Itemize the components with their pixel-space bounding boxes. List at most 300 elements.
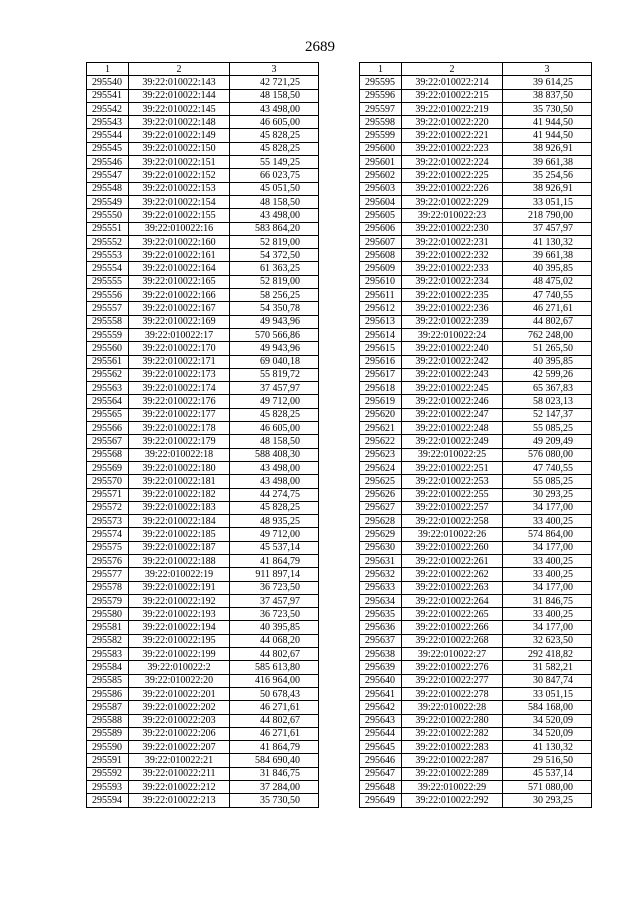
cadastral-number-cell: 39:22:010022:170 (129, 342, 230, 355)
cadastral-value-cell: 49 209,49 (503, 435, 592, 448)
cadastral-number-cell: 39:22:010022:160 (129, 235, 230, 248)
cadastral-number-cell: 39:22:010022:21 (129, 754, 230, 767)
row-number-cell: 295590 (87, 741, 129, 754)
cadastral-number-cell: 39:22:010022:246 (402, 395, 503, 408)
cadastral-number-cell: 39:22:010022:23 (402, 209, 503, 222)
cadastral-number-cell: 39:22:010022:221 (402, 129, 503, 142)
cadastral-value-cell: 47 740,55 (503, 289, 592, 302)
cadastral-number-cell: 39:22:010022:152 (129, 169, 230, 182)
table-row (87, 195, 319, 208)
table-row (360, 368, 592, 381)
cadastral-value-cell: 45 828,25 (230, 129, 319, 142)
cadastral-value-cell: 44 802,67 (230, 648, 319, 661)
cadastral-number-cell: 39:22:010022:215 (402, 89, 503, 102)
cadastral-value-cell: 52 147,37 (503, 408, 592, 421)
cadastral-value-cell: 33 400,25 (503, 515, 592, 528)
cadastral-number-cell: 39:22:010022:225 (402, 169, 503, 182)
row-number-cell: 295624 (360, 461, 402, 474)
cadastral-value-cell: 30 847,74 (503, 674, 592, 687)
row-number-cell: 295589 (87, 727, 129, 740)
row-number-cell: 295578 (87, 581, 129, 594)
row-number-cell: 295619 (360, 395, 402, 408)
table-row (360, 382, 592, 395)
table-row (360, 621, 592, 634)
cadastral-number-cell: 39:22:010022:277 (402, 674, 503, 687)
row-number-cell: 295559 (87, 328, 129, 341)
row-number-cell: 295641 (360, 687, 402, 700)
table-row (360, 195, 592, 208)
row-number-cell: 295564 (87, 395, 129, 408)
row-number-cell: 295557 (87, 302, 129, 315)
row-number-cell: 295576 (87, 554, 129, 567)
cadastral-value-cell: 58 023,13 (503, 395, 592, 408)
cadastral-value-cell: 31 846,75 (230, 767, 319, 780)
table-row (87, 714, 319, 727)
row-number-cell: 295626 (360, 488, 402, 501)
cadastral-value-cell: 30 293,25 (503, 488, 592, 501)
table-row (87, 621, 319, 634)
table-row (87, 741, 319, 754)
table-row (87, 408, 319, 421)
row-number-cell: 295647 (360, 767, 402, 780)
cadastral-number-cell: 39:22:010022:161 (129, 249, 230, 262)
cadastral-value-cell: 46 271,61 (230, 727, 319, 740)
cadastral-number-cell: 39:22:010022:235 (402, 289, 503, 302)
table-row (87, 156, 319, 169)
row-number-cell: 295621 (360, 422, 402, 435)
row-number-cell: 295574 (87, 528, 129, 541)
cadastral-number-cell: 39:22:010022:164 (129, 262, 230, 275)
row-number-cell: 295547 (87, 169, 129, 182)
row-number-cell: 295606 (360, 222, 402, 235)
table-row (87, 182, 319, 195)
row-number-cell: 295591 (87, 754, 129, 767)
cadastral-value-cell: 45 828,25 (230, 142, 319, 155)
table-row (360, 342, 592, 355)
table-row (87, 541, 319, 554)
row-number-cell: 295550 (87, 209, 129, 222)
row-number-cell: 295610 (360, 275, 402, 288)
cadastral-value-cell: 911 897,14 (230, 568, 319, 581)
table-row (87, 767, 319, 780)
table-row (87, 661, 319, 674)
cadastral-value-cell: 48 475,02 (503, 275, 592, 288)
cadastral-number-cell: 39:22:010022:154 (129, 195, 230, 208)
cadastral-number-cell: 39:22:010022:278 (402, 687, 503, 700)
table-row (87, 142, 319, 155)
cadastral-value-cell: 45 537,14 (230, 541, 319, 554)
cadastral-number-cell: 39:22:010022:177 (129, 408, 230, 421)
table-row (360, 554, 592, 567)
cadastral-value-cell: 38 926,91 (503, 142, 592, 155)
cadastral-number-cell: 39:22:010022:26 (402, 528, 503, 541)
cadastral-number-cell: 39:22:010022:199 (129, 648, 230, 661)
cadastral-value-cell: 48 158,50 (230, 435, 319, 448)
row-number-cell: 295584 (87, 661, 129, 674)
row-number-cell: 295540 (87, 76, 129, 89)
row-number-cell: 295551 (87, 222, 129, 235)
cadastral-value-cell: 37 457,97 (503, 222, 592, 235)
cadastral-value-cell: 33 051,15 (503, 195, 592, 208)
cadastral-value-cell: 44 802,67 (230, 714, 319, 727)
cadastral-number-cell: 39:22:010022:239 (402, 315, 503, 328)
cadastral-value-cell: 34 177,00 (503, 501, 592, 514)
cadastral-value-cell: 50 678,43 (230, 687, 319, 700)
cadastral-value-cell: 29 516,50 (503, 754, 592, 767)
cadastral-value-cell: 38 926,91 (503, 182, 592, 195)
table-row (87, 435, 319, 448)
table-row (87, 648, 319, 661)
cadastral-number-cell: 39:22:010022:213 (129, 794, 230, 807)
cadastral-value-cell: 52 819,00 (230, 275, 319, 288)
table-row (360, 674, 592, 687)
table-row (360, 422, 592, 435)
table-row (360, 488, 592, 501)
cadastral-value-cell: 46 605,00 (230, 422, 319, 435)
cadastral-value-cell: 34 520,09 (503, 714, 592, 727)
table-row (360, 182, 592, 195)
table-row (87, 302, 319, 315)
cadastral-value-cell: 31 846,75 (503, 594, 592, 607)
row-number-cell: 295575 (87, 541, 129, 554)
column-header-1: 1 (87, 63, 129, 76)
row-number-cell: 295567 (87, 435, 129, 448)
row-number-cell: 295561 (87, 355, 129, 368)
cadastral-number-cell: 39:22:010022:187 (129, 541, 230, 554)
cadastral-value-cell: 584 690,40 (230, 754, 319, 767)
cadastral-value-cell: 54 372,50 (230, 249, 319, 262)
cadastral-number-cell: 39:22:010022:245 (402, 382, 503, 395)
row-number-cell: 295544 (87, 129, 129, 142)
cadastral-value-cell: 46 271,61 (230, 701, 319, 714)
table-row (360, 794, 592, 807)
table-row (87, 235, 319, 248)
row-number-cell: 295573 (87, 515, 129, 528)
row-number-cell: 295593 (87, 781, 129, 794)
cadastral-value-cell: 55 149,25 (230, 156, 319, 169)
table-row (360, 568, 592, 581)
cadastral-number-cell: 39:22:010022:151 (129, 156, 230, 169)
cadastral-number-cell: 39:22:010022:180 (129, 461, 230, 474)
table-row (360, 754, 592, 767)
table-row (87, 701, 319, 714)
row-number-cell: 295607 (360, 235, 402, 248)
cadastral-number-cell: 39:22:010022:201 (129, 687, 230, 700)
cadastral-value-cell: 45 828,25 (230, 408, 319, 421)
row-number-cell: 295618 (360, 382, 402, 395)
cadastral-number-cell: 39:22:010022:17 (129, 328, 230, 341)
table-row (87, 395, 319, 408)
row-number-cell: 295622 (360, 435, 402, 448)
cadastral-number-cell: 39:22:010022:195 (129, 634, 230, 647)
table-row (87, 594, 319, 607)
cadastral-number-cell: 39:22:010022:257 (402, 501, 503, 514)
cadastral-number-cell: 39:22:010022:232 (402, 249, 503, 262)
cadastral-value-cell: 292 418,82 (503, 648, 592, 661)
cadastral-number-cell: 39:22:010022:260 (402, 541, 503, 554)
cadastral-value-cell: 35 254,56 (503, 169, 592, 182)
table-row (360, 156, 592, 169)
cadastral-value-cell: 34 177,00 (503, 621, 592, 634)
row-number-cell: 295645 (360, 741, 402, 754)
table-row (87, 754, 319, 767)
row-number-cell: 295585 (87, 674, 129, 687)
cadastral-value-cell: 39 661,38 (503, 156, 592, 169)
cadastral-number-cell: 39:22:010022:179 (129, 435, 230, 448)
column-header-2: 2 (129, 63, 230, 76)
row-number-cell: 295562 (87, 368, 129, 381)
table-row (360, 714, 592, 727)
cadastral-number-cell: 39:22:010022:181 (129, 475, 230, 488)
cadastral-value-cell: 46 605,00 (230, 116, 319, 129)
row-number-cell: 295542 (87, 102, 129, 115)
cadastral-number-cell: 39:22:010022:268 (402, 634, 503, 647)
cadastral-value-cell: 69 040,18 (230, 355, 319, 368)
table-row (87, 209, 319, 222)
row-number-cell: 295549 (87, 195, 129, 208)
cadastral-value-cell: 218 790,00 (503, 209, 592, 222)
cadastral-number-cell: 39:22:010022:214 (402, 76, 503, 89)
row-number-cell: 295543 (87, 116, 129, 129)
table-row (360, 355, 592, 368)
table-row (360, 767, 592, 780)
table-row (360, 315, 592, 328)
cadastral-number-cell: 39:22:010022:194 (129, 621, 230, 634)
row-number-cell: 295620 (360, 408, 402, 421)
table-row (87, 89, 319, 102)
table-row (360, 262, 592, 275)
cadastral-number-cell: 39:22:010022:165 (129, 275, 230, 288)
cadastral-number-cell: 39:22:010022:206 (129, 727, 230, 740)
cadastral-number-cell: 39:22:010022:282 (402, 727, 503, 740)
cadastral-number-cell: 39:22:010022:249 (402, 435, 503, 448)
cadastral-value-cell: 35 730,50 (230, 794, 319, 807)
table-row (87, 727, 319, 740)
cadastral-value-cell: 45 537,14 (503, 767, 592, 780)
cadastral-value-cell: 588 408,30 (230, 448, 319, 461)
row-number-cell: 295599 (360, 129, 402, 142)
cadastral-number-cell: 39:22:010022:211 (129, 767, 230, 780)
table-row (360, 581, 592, 594)
cadastral-value-cell: 34 520,09 (503, 727, 592, 740)
cadastral-number-cell: 39:22:010022:289 (402, 767, 503, 780)
cadastral-number-cell: 39:22:010022:155 (129, 209, 230, 222)
cadastral-number-cell: 39:22:010022:292 (402, 794, 503, 807)
table-row (360, 328, 592, 341)
row-number-cell: 295615 (360, 342, 402, 355)
table-row (360, 661, 592, 674)
cadastral-value-cell: 41 864,79 (230, 554, 319, 567)
cadastral-value-cell: 48 158,50 (230, 195, 319, 208)
table-row (87, 275, 319, 288)
cadastral-number-cell: 39:22:010022:150 (129, 142, 230, 155)
cadastral-value-cell: 571 080,00 (503, 781, 592, 794)
cadastral-number-cell: 39:22:010022:261 (402, 554, 503, 567)
table-row (360, 222, 592, 235)
row-number-cell: 295592 (87, 767, 129, 780)
cadastral-value-cell: 33 051,15 (503, 687, 592, 700)
cadastral-value-cell: 34 177,00 (503, 581, 592, 594)
page-number: 2689 (305, 39, 335, 55)
table-row (87, 781, 319, 794)
cadastral-number-cell: 39:22:010022:169 (129, 315, 230, 328)
row-number-cell: 295623 (360, 448, 402, 461)
table-row (87, 355, 319, 368)
row-number-cell: 295646 (360, 754, 402, 767)
table-row (360, 501, 592, 514)
table-row (360, 608, 592, 621)
cadastral-value-cell: 49 943,96 (230, 315, 319, 328)
cadastral-number-cell: 39:22:010022:223 (402, 142, 503, 155)
cadastral-value-cell: 51 265,50 (503, 342, 592, 355)
row-number-cell: 295596 (360, 89, 402, 102)
column-header-3: 3 (230, 63, 319, 76)
table-row (87, 116, 319, 129)
table-row (87, 581, 319, 594)
cadastral-value-cell: 43 498,00 (230, 209, 319, 222)
cadastral-number-cell: 39:22:010022:171 (129, 355, 230, 368)
cadastral-value-cell: 34 177,00 (503, 541, 592, 554)
cadastral-number-cell: 39:22:010022:148 (129, 116, 230, 129)
row-number-cell: 295637 (360, 634, 402, 647)
table-row (360, 116, 592, 129)
table-row (87, 554, 319, 567)
table-row (87, 249, 319, 262)
column-header-2: 2 (402, 63, 503, 76)
cadastral-value-cell: 40 395,85 (503, 262, 592, 275)
cadastral-value-cell: 55 819,72 (230, 368, 319, 381)
cadastral-value-cell: 39 614,25 (503, 76, 592, 89)
row-number-cell: 295580 (87, 608, 129, 621)
cadastral-number-cell: 39:22:010022:263 (402, 581, 503, 594)
table-row (87, 674, 319, 687)
cadastral-value-cell: 38 837,50 (503, 89, 592, 102)
row-number-cell: 295570 (87, 475, 129, 488)
row-number-cell: 295631 (360, 554, 402, 567)
cadastral-value-cell: 41 944,50 (503, 129, 592, 142)
cadastral-value-cell: 49 943,96 (230, 342, 319, 355)
row-number-cell: 295649 (360, 794, 402, 807)
cadastral-value-cell: 45 051,50 (230, 182, 319, 195)
cadastral-value-cell: 41 944,50 (503, 116, 592, 129)
cadastral-number-cell: 39:22:010022:29 (402, 781, 503, 794)
registry-table-left (86, 62, 319, 808)
cadastral-number-cell: 39:22:010022:193 (129, 608, 230, 621)
cadastral-number-cell: 39:22:010022:255 (402, 488, 503, 501)
cadastral-value-cell: 58 256,25 (230, 289, 319, 302)
row-number-cell: 295603 (360, 182, 402, 195)
table-row (360, 76, 592, 89)
row-number-cell: 295638 (360, 648, 402, 661)
cadastral-value-cell: 44 802,67 (503, 315, 592, 328)
row-number-cell: 295614 (360, 328, 402, 341)
cadastral-value-cell: 54 350,78 (230, 302, 319, 315)
cadastral-number-cell: 39:22:010022:28 (402, 701, 503, 714)
table-row (360, 435, 592, 448)
cadastral-value-cell: 42 721,25 (230, 76, 319, 89)
cadastral-value-cell: 33 400,25 (503, 554, 592, 567)
row-number-cell: 295642 (360, 701, 402, 714)
row-number-cell: 295633 (360, 581, 402, 594)
cadastral-number-cell: 39:22:010022:264 (402, 594, 503, 607)
cadastral-value-cell: 41 130,32 (503, 235, 592, 248)
table-row (360, 235, 592, 248)
table-row (87, 102, 319, 115)
cadastral-value-cell: 35 730,50 (503, 102, 592, 115)
registry-table-right (359, 62, 592, 808)
cadastral-value-cell: 33 400,25 (503, 608, 592, 621)
cadastral-number-cell: 39:22:010022:265 (402, 608, 503, 621)
cadastral-value-cell: 66 023,75 (230, 169, 319, 182)
table-row (360, 102, 592, 115)
cadastral-number-cell: 39:22:010022:24 (402, 328, 503, 341)
cadastral-value-cell: 37 457,97 (230, 594, 319, 607)
cadastral-value-cell: 49 712,00 (230, 395, 319, 408)
table-row (87, 608, 319, 621)
cadastral-number-cell: 39:22:010022:283 (402, 741, 503, 754)
table-row (360, 395, 592, 408)
row-number-cell: 295632 (360, 568, 402, 581)
cadastral-number-cell: 39:22:010022:145 (129, 102, 230, 115)
table-row (360, 275, 592, 288)
cadastral-number-cell: 39:22:010022:174 (129, 382, 230, 395)
row-number-cell: 295558 (87, 315, 129, 328)
row-number-cell: 295604 (360, 195, 402, 208)
cadastral-value-cell: 45 828,25 (230, 501, 319, 514)
cadastral-value-cell: 48 935,25 (230, 515, 319, 528)
cadastral-number-cell: 39:22:010022:219 (402, 102, 503, 115)
cadastral-value-cell: 43 498,00 (230, 461, 319, 474)
row-number-cell: 295587 (87, 701, 129, 714)
row-number-cell: 295600 (360, 142, 402, 155)
cadastral-number-cell: 39:22:010022:220 (402, 116, 503, 129)
row-number-cell: 295609 (360, 262, 402, 275)
cadastral-number-cell: 39:22:010022:226 (402, 182, 503, 195)
cadastral-number-cell: 39:22:010022:207 (129, 741, 230, 754)
row-number-cell: 295569 (87, 461, 129, 474)
row-number-cell: 295552 (87, 235, 129, 248)
cadastral-number-cell: 39:22:010022:166 (129, 289, 230, 302)
table-row (87, 515, 319, 528)
cadastral-number-cell: 39:22:010022:184 (129, 515, 230, 528)
cadastral-value-cell: 31 582,21 (503, 661, 592, 674)
cadastral-number-cell: 39:22:010022:287 (402, 754, 503, 767)
cadastral-number-cell: 39:22:010022:231 (402, 235, 503, 248)
cadastral-value-cell: 41 130,32 (503, 741, 592, 754)
table-row (360, 741, 592, 754)
table-row (87, 315, 319, 328)
row-number-cell: 295555 (87, 275, 129, 288)
table-row (87, 368, 319, 381)
cadastral-number-cell: 39:22:010022:153 (129, 182, 230, 195)
row-number-cell: 295581 (87, 621, 129, 634)
cadastral-value-cell: 37 457,97 (230, 382, 319, 395)
table-row (360, 528, 592, 541)
row-number-cell: 295588 (87, 714, 129, 727)
cadastral-value-cell: 33 400,25 (503, 568, 592, 581)
cadastral-value-cell: 32 623,50 (503, 634, 592, 647)
header-row (360, 63, 592, 76)
cadastral-value-cell: 570 566,86 (230, 328, 319, 341)
cadastral-number-cell: 39:22:010022:167 (129, 302, 230, 315)
cadastral-value-cell: 55 085,25 (503, 422, 592, 435)
row-number-cell: 295644 (360, 727, 402, 740)
table-row (87, 488, 319, 501)
row-number-cell: 295541 (87, 89, 129, 102)
cadastral-value-cell: 36 723,50 (230, 608, 319, 621)
cadastral-value-cell: 30 293,25 (503, 794, 592, 807)
cadastral-number-cell: 39:22:010022:229 (402, 195, 503, 208)
